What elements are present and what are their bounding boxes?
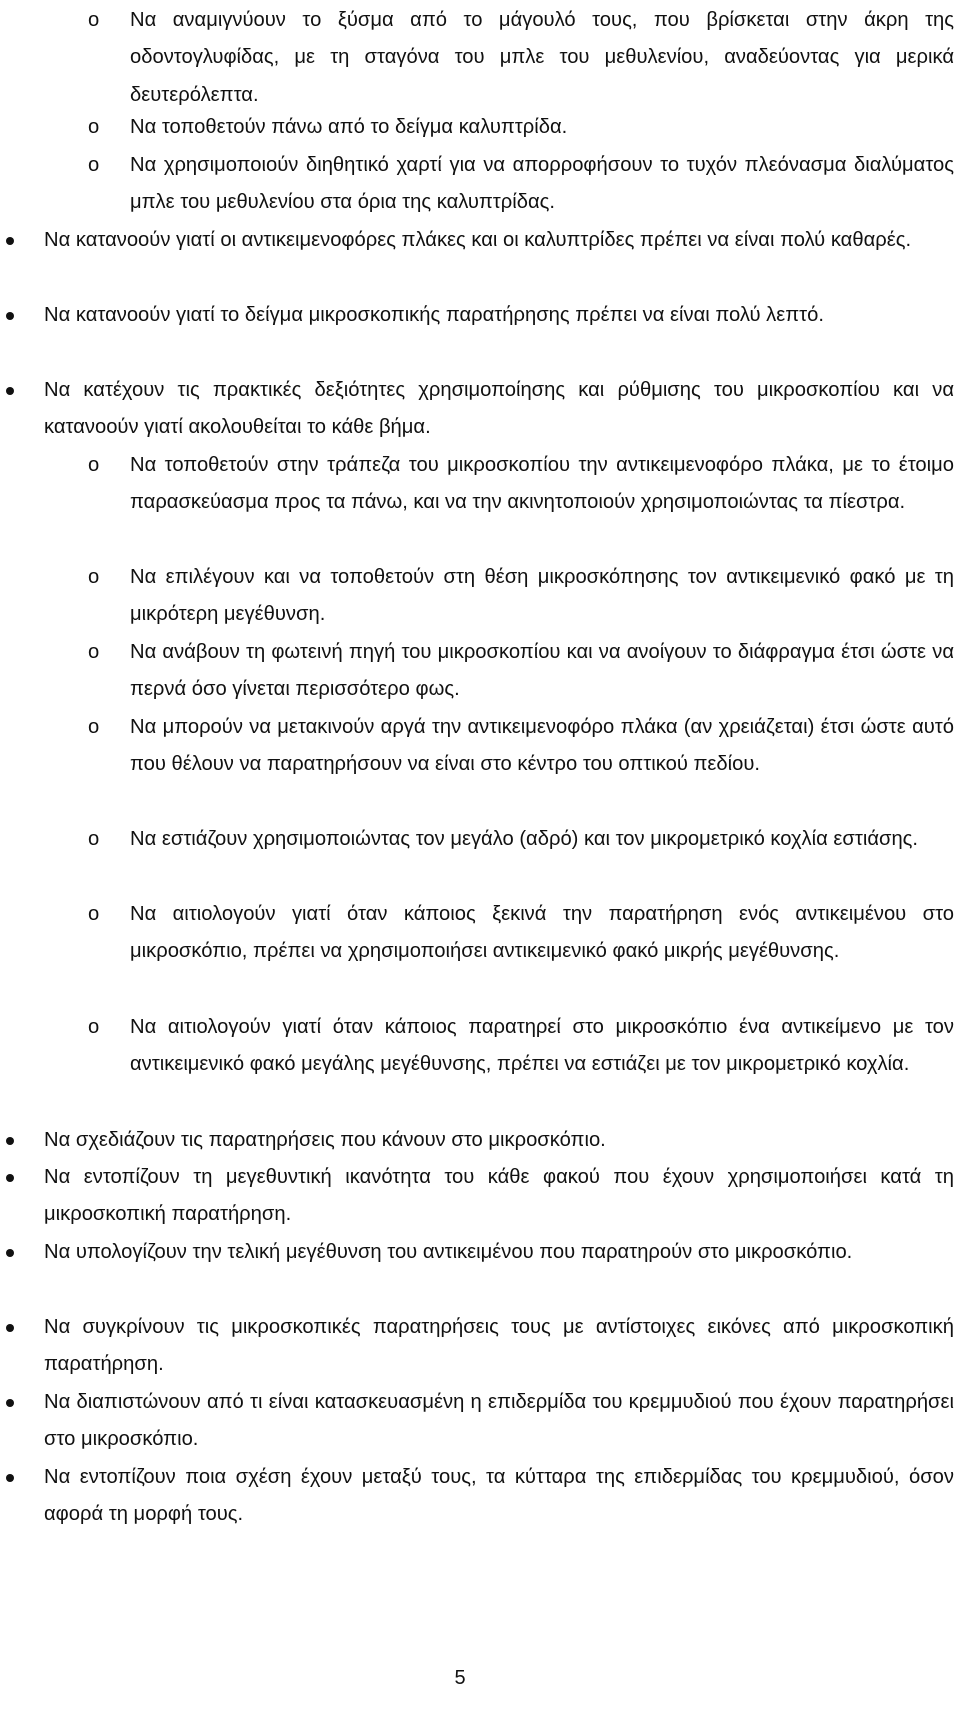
list-item-text: Να μπορούν να μετακινούν αργά την αντικειμενοφόρο πλάκα (αν χρειάζεται) έτσι ώστε αυτό που θέλουν να παρατηρήσουν να είναι στο κέντρο του οπτικού πεδίου.	[130, 716, 954, 776]
list-item-text: Να συγκρίνουν τις μικροσκοπικές παρατηρήσεις τους με αντίστοιχες εικόνες από μικροσκοπική παρατήρηση.	[44, 1316, 954, 1376]
circle-bullet-icon: o	[88, 454, 100, 476]
list-item-text: Να εντοπίζουν ποια σχέση έχουν μεταξύ τους, τα κύτταρα της επιδερμίδας του κρεμμυδιού, όσον αφορά τη μορφή τους.	[44, 1466, 954, 1526]
sub-list-item	[44, 559, 954, 634]
circle-bullet-icon: o	[88, 716, 100, 738]
list-item	[44, 1159, 954, 1234]
sub-list-item	[44, 896, 954, 971]
list-item-text: Να αιτιολογούν γιατί όταν κάποιος παρατηρεί στο μικροσκόπιο ένα αντικείμενο με τον αντικειμενικό φακό μεγάλης μεγέθυνσης, πρέπει να εστιάζει με τον μικρομετρικό κοχλία.	[130, 1016, 954, 1076]
list-item-text: Να κατανοούν γιατί οι αντικειμενοφόρες πλάκες και οι καλυπτρίδες πρέπει να είναι πολύ καθαρές.	[44, 229, 912, 251]
list-item	[44, 297, 954, 334]
list-item-text: Να σχεδιάζουν τις παρατηρήσεις που κάνουν στο μικροσκόπιο.	[44, 1129, 606, 1151]
list-item-text: Να υπολογίζουν την τελική μεγέθυνση του αντικειμένου που παρατηρούν στο μικροσκόπιο.	[44, 1241, 853, 1263]
list-item-text: Να αναμιγνύουν το ξύσμα από το μάγουλό τους, που βρίσκεται στην άκρη της οδοντογλυφίδας, με τη σταγόνα του μπλε του μεθυλενίου, αναδεύοντας για μερικά δευτερόλεπτα.	[130, 9, 954, 106]
list-item-text: Να τοποθετούν πάνω από το δείγμα καλυπτρίδα.	[130, 116, 568, 138]
sub-list-item	[44, 1009, 954, 1084]
list-item	[44, 1459, 954, 1534]
bullet-dot-icon	[6, 387, 14, 395]
sub-list-item	[44, 634, 954, 709]
list-item-text: Να χρησιμοποιούν διηθητικό χαρτί για να απορροφήσουν το τυχόν πλεόνασμα διαλύματος μπλε του μεθυλενίου στα όρια της καλυπτρίδας.	[130, 154, 954, 214]
sub-list-item	[44, 2, 954, 114]
bullet-dot-icon	[6, 1324, 14, 1332]
bullet-dot-icon	[6, 237, 14, 245]
circle-bullet-icon: o	[88, 154, 100, 176]
list-item-text: Να εντοπίζουν τη μεγεθυντική ικανότητα του κάθε φακού που έχουν χρησιμοποιήσει κατά τη μικροσκοπική παρατήρηση.	[44, 1166, 954, 1226]
list-item-text: Να διαπιστώνουν από τι είναι κατασκευασμένη η επιδερμίδα του κρεμμυδιού που έχουν παρατηρήσει στο μικροσκόπιο.	[44, 1391, 954, 1451]
list-item-text: Να κατέχουν τις πρακτικές δεξιότητες χρησιμοποίησης και ρύθμισης του μικροσκοπίου και να κατανοούν γιατί ακολουθείται το κάθε βήμα.	[44, 379, 954, 439]
list-item	[44, 1122, 954, 1159]
bullet-dot-icon	[6, 1137, 14, 1145]
bullet-dot-icon	[6, 1474, 14, 1482]
list-item-text: Να ανάβουν τη φωτεινή πηγή του μικροσκοπίου και να ανοίγουν το διάφραγμα έτσι ώστε να περνά όσο γίνεται περισσότερο φως.	[130, 641, 954, 701]
sub-list-item	[44, 821, 954, 858]
circle-bullet-icon: o	[88, 116, 100, 138]
sub-list-item	[44, 109, 954, 146]
bullet-dot-icon	[6, 1399, 14, 1407]
list-item	[44, 1309, 954, 1384]
list-item-text: Να εστιάζουν χρησιμοποιώντας τον μεγάλο (αδρό) και τον μικρομετρικό κοχλία εστιάσης.	[130, 828, 919, 850]
list-item-text: Να κατανοούν γιατί το δείγμα μικροσκοπικής παρατήρησης πρέπει να είναι πολύ λεπτό.	[44, 304, 824, 326]
circle-bullet-icon: o	[88, 566, 100, 588]
circle-bullet-icon: o	[88, 9, 100, 31]
list-item-text: Να αιτιολογούν γιατί όταν κάποιος ξεκινά την παρατήρηση ενός αντικειμένου στο μικροσκόπιο, πρέπει να χρησιμοποιήσει αντικειμενικό φακό μικρής μεγέθυνσης.	[130, 903, 954, 963]
bullet-dot-icon	[6, 312, 14, 320]
list-item	[44, 1384, 954, 1459]
circle-bullet-icon: o	[88, 1016, 100, 1038]
list-item-text: Να τοποθετούν στην τράπεζα του μικροσκοπίου την αντικειμενοφόρο πλάκα, με το έτοιμο παρασκεύασμα προς τα πάνω, και να την ακινητοποιούν χρησιμοποιώντας τα πίεστρα.	[130, 454, 954, 514]
bullet-dot-icon	[6, 1249, 14, 1257]
sub-list-item	[44, 447, 954, 522]
circle-bullet-icon: o	[88, 903, 100, 925]
circle-bullet-icon: o	[88, 828, 100, 850]
sub-list-item	[44, 147, 954, 222]
list-item	[44, 1234, 954, 1271]
bullet-dot-icon	[6, 1174, 14, 1182]
sub-list-item	[44, 709, 954, 784]
list-item	[44, 372, 954, 447]
list-item	[44, 222, 954, 259]
list-item-text: Να επιλέγουν και να τοποθετούν στη θέση μικροσκόπησης τον αντικειμενικό φακό με τη μικρότερη μεγέθυνση.	[130, 566, 954, 626]
page-number: 5	[454, 1667, 466, 1689]
circle-bullet-icon: o	[88, 641, 100, 663]
